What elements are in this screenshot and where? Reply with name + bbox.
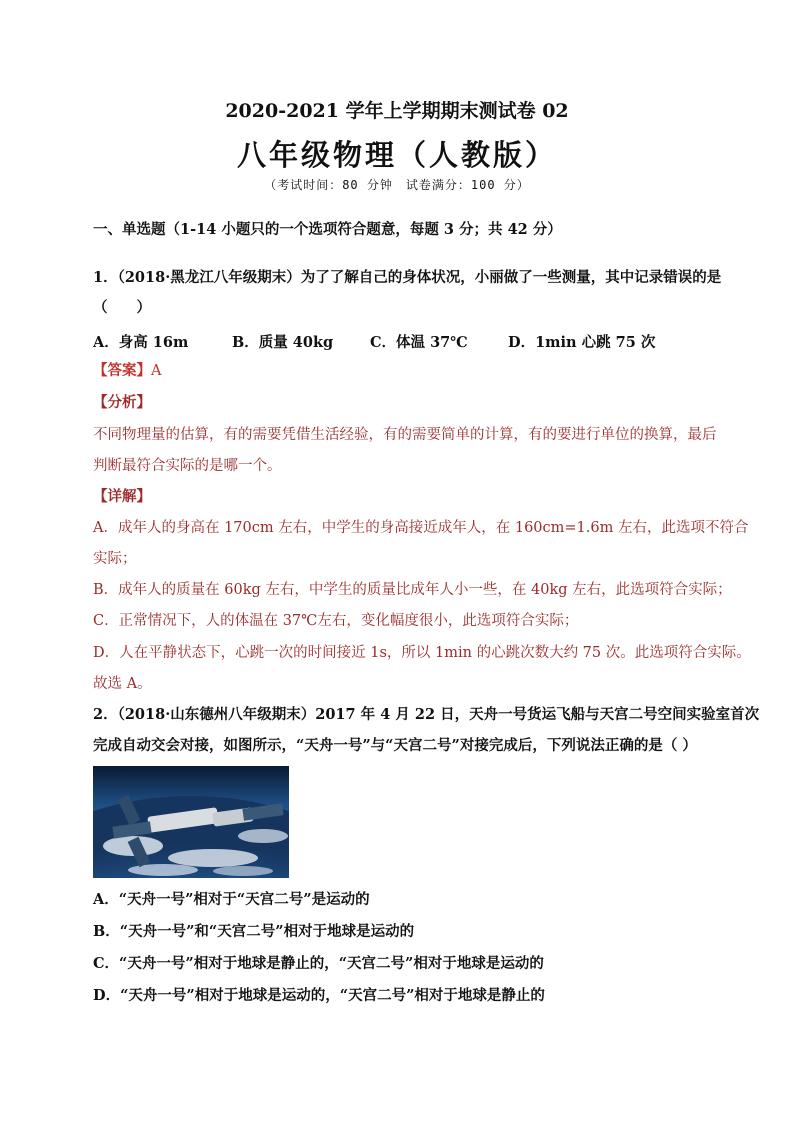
q1-detail-label: 【详解】 bbox=[93, 488, 151, 505]
exam-title: 2020-2021 学年上学期期末测试卷 02 bbox=[225, 100, 569, 122]
space-station-photo bbox=[93, 766, 289, 878]
q1-detail-b: B．成年人的质量在 60kg 左右，中学生的质量比成年人小一些，在 40kg 左右，此选项符合实际； bbox=[93, 582, 732, 598]
q1-detail-c: C．正常情况下，人的体温在 37℃左右，变化幅度很小，此选项符合实际； bbox=[93, 613, 579, 629]
q2-stem-line1: 2．（2018·山东德州八年级期末）2017 年 4 月 22 日，天舟一号货运飞船与天宫二号空间实验室首次 bbox=[93, 706, 760, 723]
q1-option-b: B．质量 40kg bbox=[232, 334, 334, 351]
answer-label: 【答案】 bbox=[93, 362, 151, 379]
q1-detail-a-line1: A．成年人的身高在 170cm 左右，中学生的身高接近成年人，在 160cm=1.6m 左右，此选项不符合 bbox=[93, 520, 749, 536]
exam-info: （考试时间：80 分钟 试卷满分：100 分） bbox=[264, 178, 530, 192]
q1-analysis-line1: 不同物理量的估算，有的需要凭借生活经验，有的需要简单的计算，有的要进行单位的换算，最后 bbox=[93, 427, 717, 443]
q1-answer bbox=[93, 361, 161, 381]
q2-option-c: C．“天舟一号”相对于地球是静止的，“天宫二号”相对于地球是运动的 bbox=[93, 955, 544, 972]
q2-option-a: A．“天舟一号”相对于“天宫二号”是运动的 bbox=[93, 891, 370, 908]
q1-stem-line2: （ ） bbox=[93, 299, 151, 316]
answer-value: A bbox=[151, 363, 162, 379]
q2-option-b: B．“天舟一号”和“天宫二号”相对于地球是运动的 bbox=[93, 923, 415, 940]
exam-subtitle: 八年级物理（人教版） bbox=[236, 138, 557, 172]
q1-option-a: A．身高 16m bbox=[93, 334, 189, 351]
q1-conclusion: 故选 A。 bbox=[93, 676, 152, 692]
q1-option-c: C．体温 37℃ bbox=[370, 334, 468, 351]
q1-detail-d: D．人在平静状态下，心跳一次的时间接近 1s，所以 1min 的心跳次数大约 75 次。此选项符合实际。 bbox=[93, 645, 751, 661]
q1-option-d: D．1min 心跳 75 次 bbox=[508, 334, 656, 351]
q2-stem-line2: 完成自动交会对接，如图所示，“天舟一号”与“天宫二号”对接完成后，下列说法正确的是（ ） bbox=[93, 737, 697, 754]
q1-analysis-line2: 判断最符合实际的是哪一个。 bbox=[93, 458, 282, 474]
q1-stem-line1: 1．（2018·黑龙江八年级期末）为了了解自己的身体状况，小丽做了一些测量，其中记录错误的是 bbox=[93, 269, 722, 286]
q2-option-d: D．“天舟一号”相对于地球是运动的，“天宫二号”相对于地球是静止的 bbox=[93, 987, 545, 1004]
q1-detail-a-line2: 实际； bbox=[93, 551, 137, 567]
section-heading: 一、单选题（1-14 小题只的一个选项符合题意，每题 3 分；共 42 分） bbox=[93, 221, 562, 238]
q1-analysis-label: 【分析】 bbox=[93, 394, 151, 411]
